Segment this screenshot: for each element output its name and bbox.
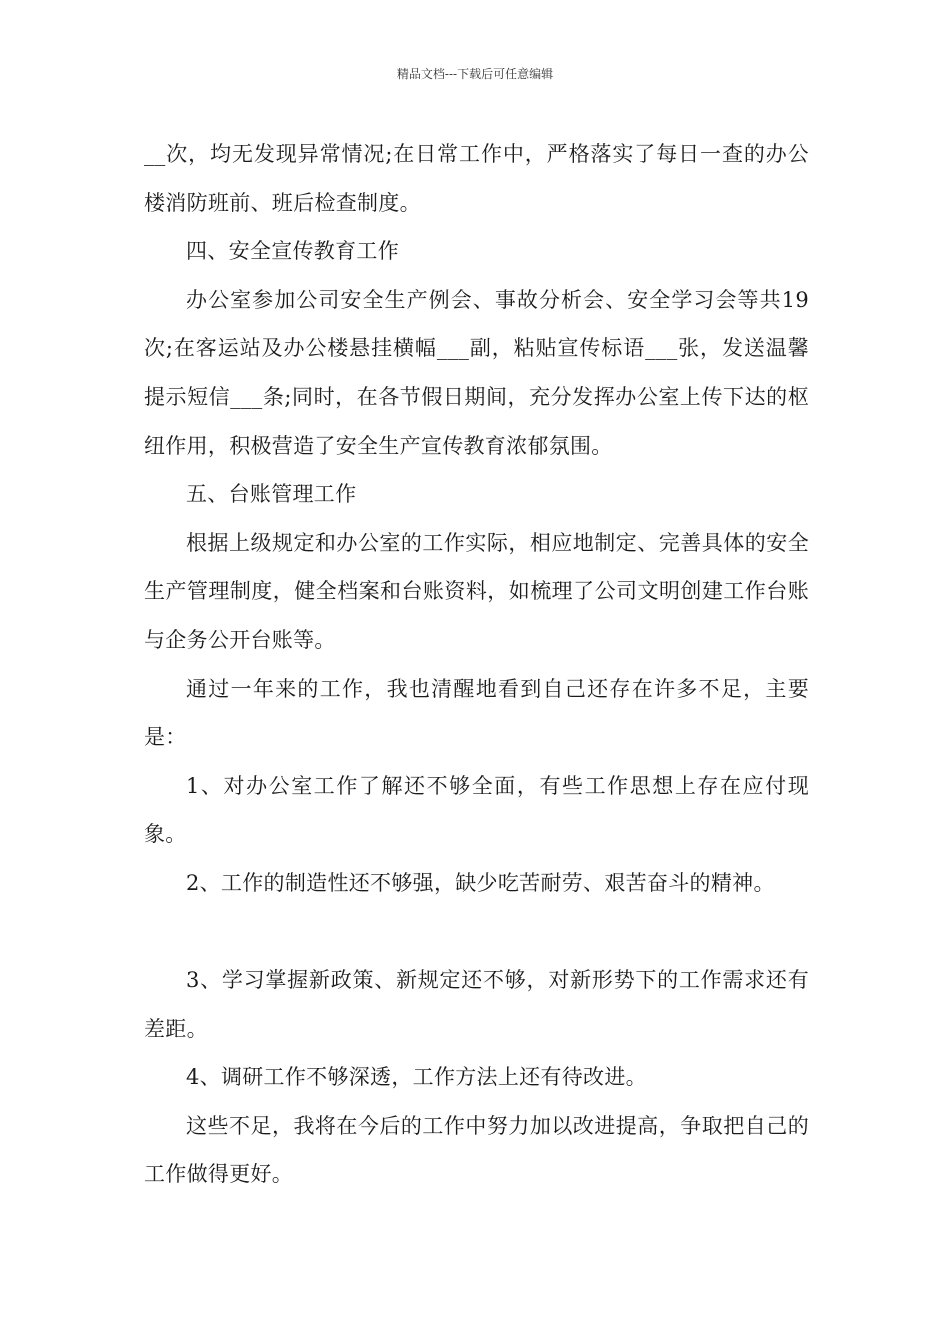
blank-line	[144, 908, 809, 957]
page-header: 精品文档---下载后可任意编辑	[396, 67, 554, 81]
section-heading-ledger-management: 五、台账管理工作	[186, 482, 357, 507]
list-item-shortcoming-4: 4、调研工作不够深透，工作方法上还有待改进。	[186, 1065, 647, 1090]
paragraph-shortcomings-intro: 通过一年来的工作，我也清醒地看到自己还存在许多不足，主要是：	[144, 676, 809, 750]
list-item-shortcoming-3: 3、学习掌握新政策、新规定还不够，对新形势下的工作需求还有差距。	[144, 968, 809, 1041]
paragraph-fire-inspection: __次，均无发现异常情况;在日常工作中，严格落实了每日一查的办公楼消防班前、班后检查制度。	[144, 142, 809, 215]
paragraph-conclusion: 这些不足，我将在今后的工作中努力加以改进提高，争取把自己的工作做得更好。	[144, 1113, 809, 1187]
paragraph-ledger-management: 根据上级规定和办公室的工作实际，相应地制定、完善具体的安全生产管理制度，健全档案和台账资料，如梳理了公司文明创建工作台账与企务公开台账等。	[144, 530, 809, 652]
document-body	[144, 130, 809, 1199]
section-heading-safety-education: 四、安全宣传教育工作	[186, 239, 399, 264]
list-item-shortcoming-2: 2、工作的制造性还不够强，缺少吃苦耐劳、艰苦奋斗的精神。	[186, 870, 775, 895]
paragraph-safety-education: 办公室参加公司安全生产例会、事故分析会、安全学习会等共19次;在客运站及办公楼悬挂横幅___副，粘贴宣传标语___张，发送温馨提示短信___条;同时，在各节假日期间，充分发挥办公室上传下达的枢纽作用，积极营造了安全生产宣传教育浓郁氛围。	[144, 287, 809, 458]
list-item-shortcoming-1: 1、对办公室工作了解还不够全面，有些工作思想上存在应付现象。	[144, 773, 809, 847]
